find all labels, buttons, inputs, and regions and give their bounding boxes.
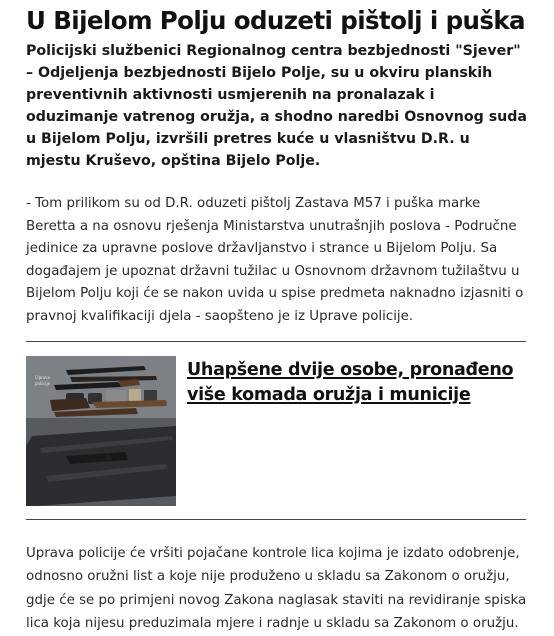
police-watermark-badge: [34, 374, 52, 387]
article-headline: U Bijelom Polju oduzeti pištolj i puška: [26, 6, 525, 35]
related-article-thumbnail[interactable]: [26, 356, 176, 506]
related-article[interactable]: [26, 342, 528, 506]
svg-text:Uprava: Uprava: [35, 375, 50, 381]
article-closing: Uprava policije će vršiti pojačane kontrole lica kojima je izdato odobrenje, odnosno oružni list a koje nije produženo u skladu sa Zakonom o oružju, gdje će se po primjeni novog Zakona naglasak staviti na revidiranje spiska lica koja nijesu preduzimala mjere i radnje u skladu sa Zakonom o oružju.: [26, 545, 527, 632]
svg-text:policije: policije: [35, 381, 50, 387]
seized-weapons-photo: [26, 356, 176, 506]
article-body: - Tom prilikom su od D.R. oduzeti pištolj Zastava M57 i puška marke Beretta a na osnovu rješenja Ministarstva unutrašnjih poslova - Područne jedinice za upravne poslove državljanstvo i strance u Bijelom Polju. Sa događajem je upoznat državni tužilac u Osnovnom državnom tužilaštvu u Bijelom Polju koji će se nakon uvida u spise predmeta naknadno izjasniti o pravnoj kvalifikaciji djela - saopšteno je iz Uprave policije.: [26, 196, 524, 324]
divider-bottom: [26, 519, 526, 520]
article: [26, 0, 528, 636]
article-lead: Policijski službenici Regionalnog centra bezbjednosti "Sjever" – Odjeljenja bezbjednosti Bijelo Polje, su u okviru planskih preventivnih aktivnosti usmjerenih na pronalazak i oduzimanje vatrenog oružja, a shodno naredbi Osnovnog suda u Bijelom Polju, izvršili pretres kuće u vlasništvu D.R. u mjestu Kruševo, opština Bijelo Polje.: [26, 43, 528, 169]
related-article-title[interactable]: Uhapšene dvije osobe, pronađeno više komada oružja i municije: [187, 359, 514, 405]
